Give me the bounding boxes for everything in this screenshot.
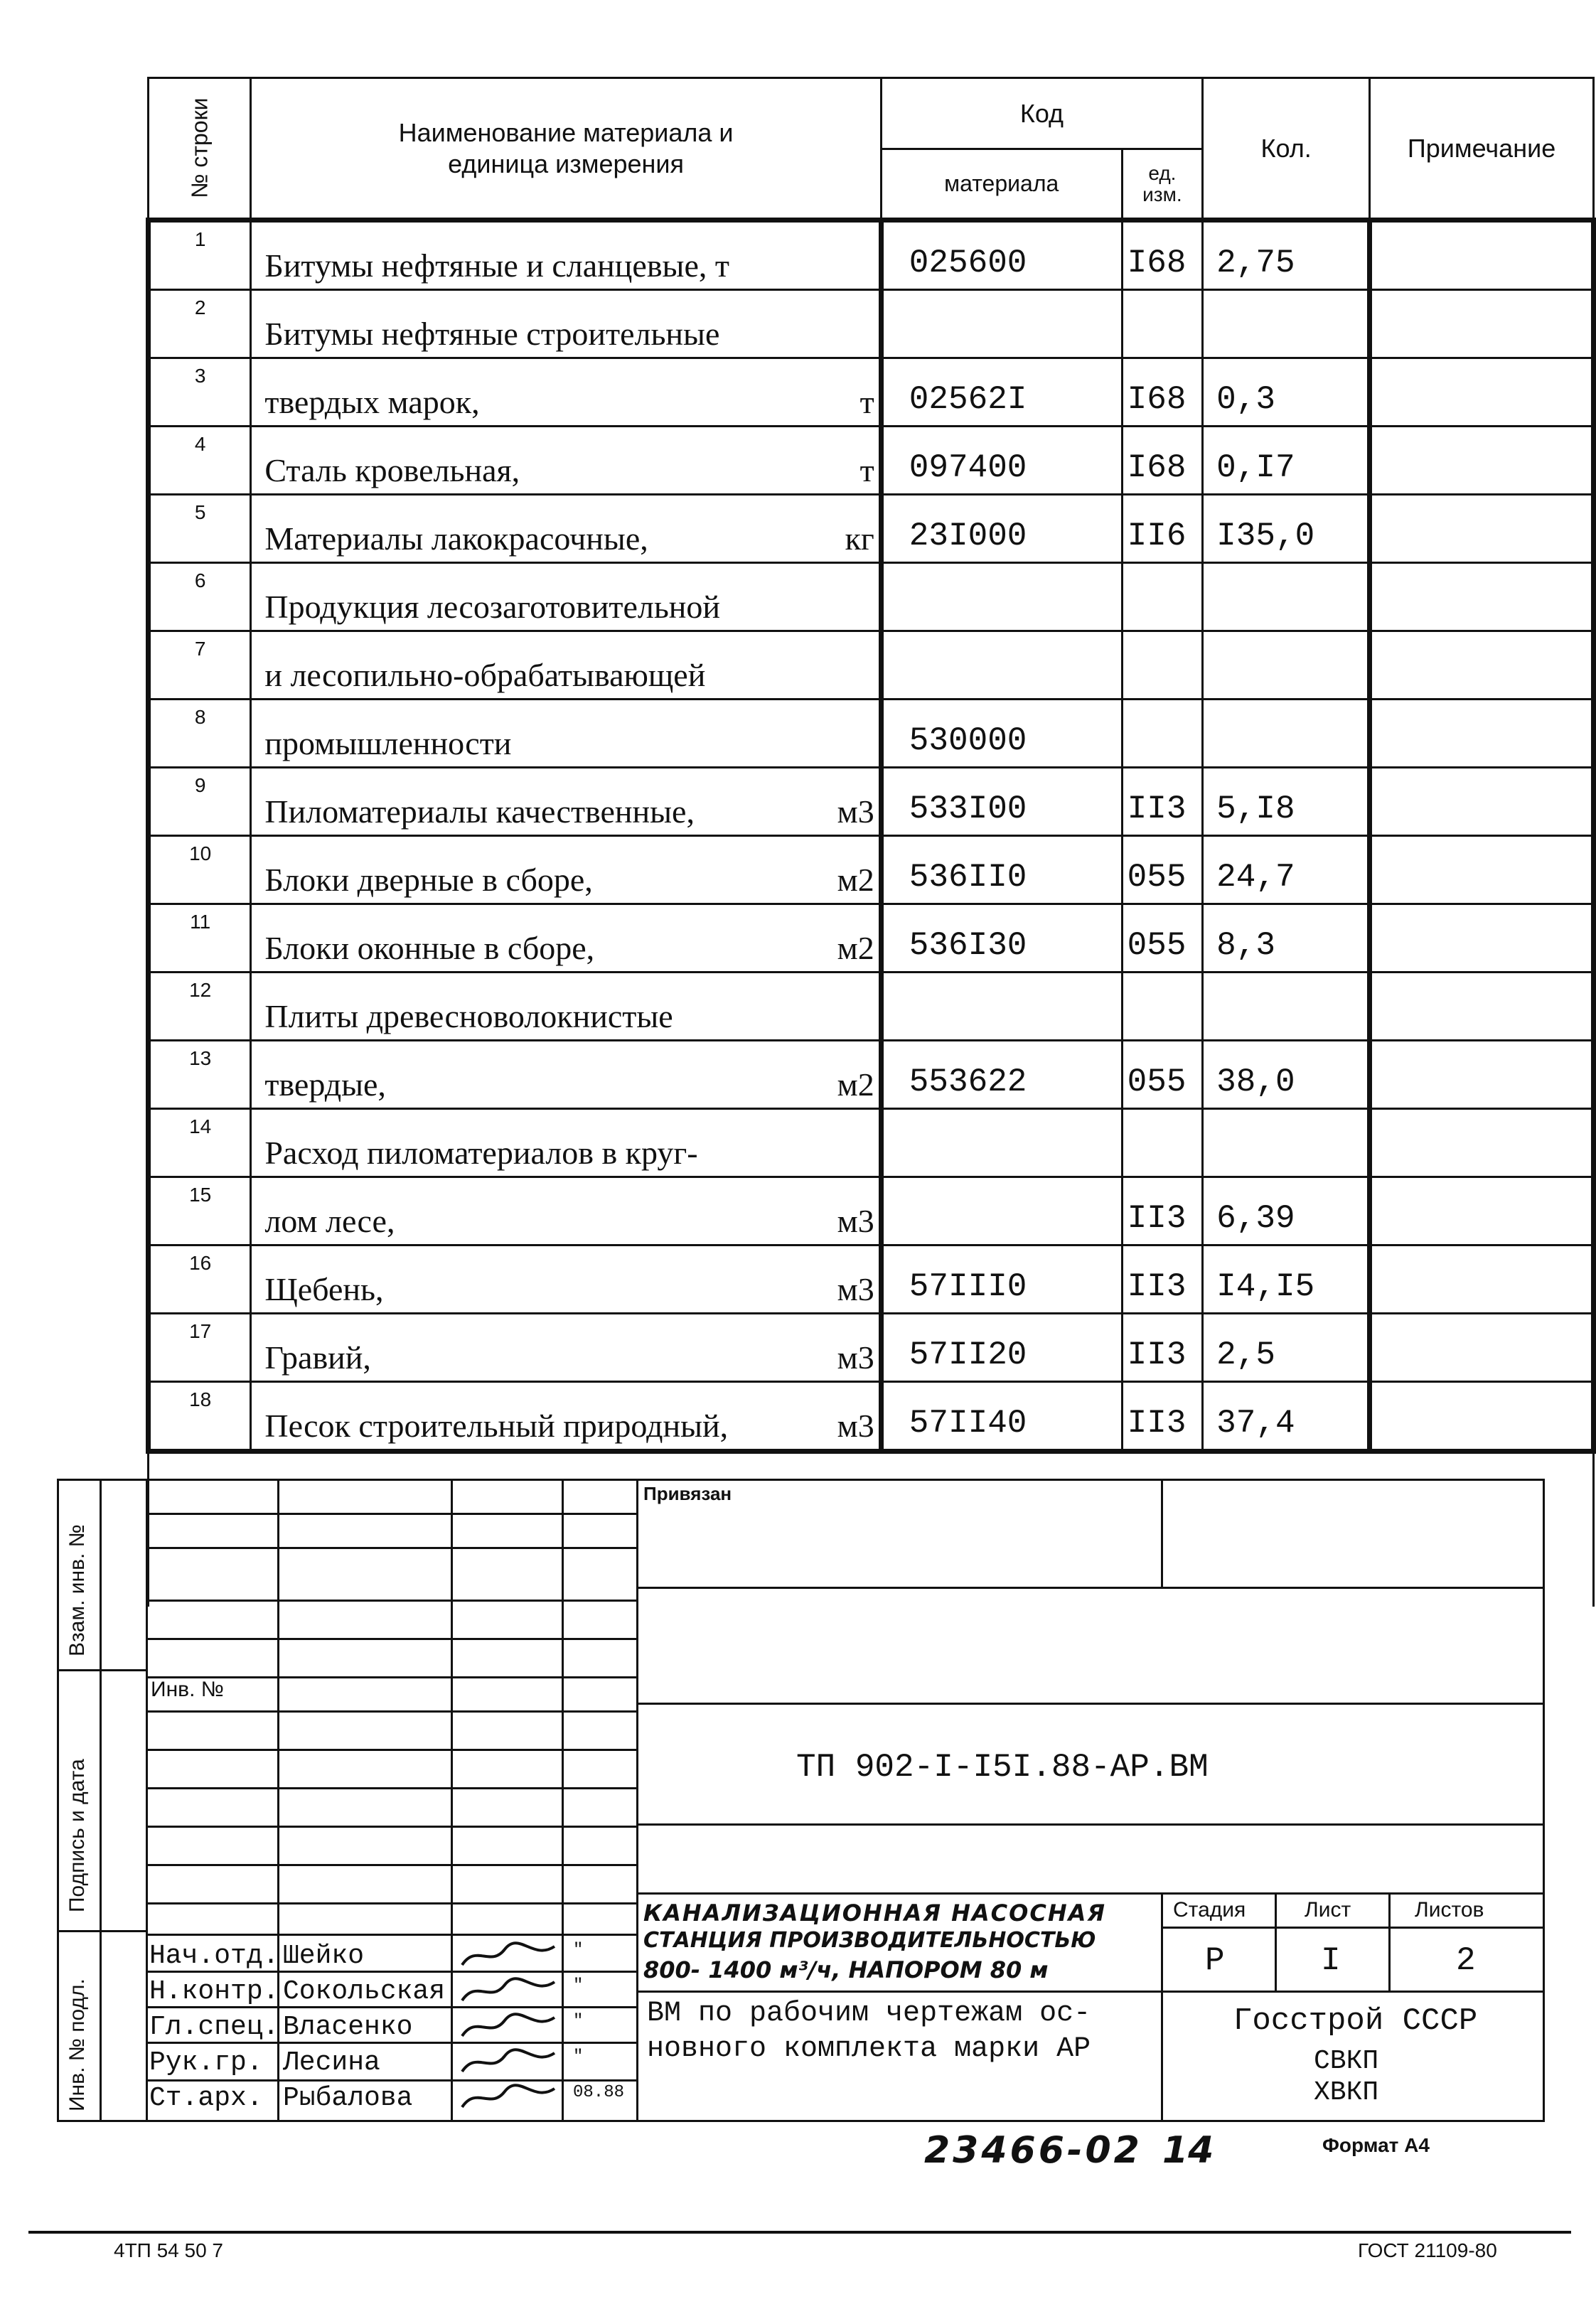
sheet-label: Лист xyxy=(1305,1898,1351,1922)
row-number: 8 xyxy=(149,700,251,768)
material-code xyxy=(881,973,1122,1041)
row-number: 5 xyxy=(149,495,251,563)
quantity: 24,7 xyxy=(1203,836,1370,904)
note xyxy=(1370,904,1594,973)
project-title-line1: КАНАЛИЗАЦИОННАЯ НАСОСНАЯ xyxy=(643,1900,1107,1927)
table-row xyxy=(149,904,1594,973)
unit-code: I68 xyxy=(1122,220,1203,290)
note xyxy=(1370,495,1594,563)
row-number: 17 xyxy=(149,1314,251,1382)
material-code xyxy=(881,631,1122,700)
note xyxy=(1370,358,1594,427)
unit-code: II6 xyxy=(1122,495,1203,563)
material-code xyxy=(881,1177,1122,1245)
signature-mark xyxy=(455,2010,562,2043)
row-number: 2 xyxy=(149,290,251,358)
unit-code xyxy=(1122,1109,1203,1177)
material-name-text: Гравий, xyxy=(264,1339,371,1376)
table-row xyxy=(149,973,1594,1041)
table-row xyxy=(149,836,1594,904)
quantity xyxy=(1203,631,1370,700)
material-name xyxy=(251,631,881,700)
row-number: 6 xyxy=(149,563,251,631)
quantity: 5,I8 xyxy=(1203,768,1370,836)
material-name-text: и лесопильно-обрабатывающей xyxy=(264,657,706,693)
note xyxy=(1370,973,1594,1041)
material-name xyxy=(251,1041,881,1109)
header-unit-code: ед. изм. xyxy=(1122,149,1203,220)
material-unit: м2 xyxy=(837,862,874,898)
sheet-title-line1: ВМ по рабочим чертежам ос- xyxy=(647,1998,1091,2030)
material-unit: т xyxy=(859,384,874,420)
header-row-no: № строки xyxy=(149,78,251,220)
material-unit: м3 xyxy=(837,1203,874,1239)
row-number: 3 xyxy=(149,358,251,427)
material-name xyxy=(251,973,881,1041)
page-number: 14 xyxy=(1162,2129,1214,2172)
note xyxy=(1370,836,1594,904)
table-row xyxy=(149,1177,1594,1245)
material-code: 533I00 xyxy=(881,768,1122,836)
material-code: 530000 xyxy=(881,700,1122,768)
signature-mark xyxy=(455,2082,562,2114)
table-row xyxy=(149,1109,1594,1177)
unit-code: II3 xyxy=(1122,1314,1203,1382)
sheet-title-line2: новного комплекта марки АР xyxy=(647,2033,1091,2065)
note xyxy=(1370,290,1594,358)
material-name-text: Сталь кровельная, xyxy=(264,452,520,488)
unit-code xyxy=(1122,700,1203,768)
signature-mark xyxy=(455,1939,562,1972)
table-row xyxy=(149,358,1594,427)
material-code xyxy=(881,290,1122,358)
row-number: 1 xyxy=(149,220,251,290)
row-number: 11 xyxy=(149,904,251,973)
material-code: 097400 xyxy=(881,427,1122,495)
doc-code: ТП 902-I-I5I.88-АР.ВМ xyxy=(796,1749,1209,1786)
side-label-sign-date: Подпись и дата xyxy=(65,1759,89,1912)
material-name xyxy=(251,1382,881,1452)
row-number: 18 xyxy=(149,1382,251,1452)
unit-code: II3 xyxy=(1122,1245,1203,1314)
note xyxy=(1370,1245,1594,1314)
material-name xyxy=(251,1245,881,1314)
stage-label: Стадия xyxy=(1173,1898,1246,1922)
specification-body xyxy=(149,220,1594,1452)
material-code xyxy=(881,1109,1122,1177)
sheet-value: I xyxy=(1321,1942,1341,1979)
table-row xyxy=(149,220,1594,290)
row-number: 14 xyxy=(149,1109,251,1177)
material-name-text: промышленности xyxy=(264,725,512,761)
note xyxy=(1370,563,1594,631)
material-code: 23I000 xyxy=(881,495,1122,563)
quantity: 2,75 xyxy=(1203,220,1370,290)
row-number: 10 xyxy=(149,836,251,904)
sheets-label: Листов xyxy=(1415,1898,1484,1922)
quantity: I35,0 xyxy=(1203,495,1370,563)
table-row xyxy=(149,1245,1594,1314)
note xyxy=(1370,700,1594,768)
material-code: 57III0 xyxy=(881,1245,1122,1314)
org-line3: ХВКП xyxy=(1314,2077,1379,2108)
row-number: 7 xyxy=(149,631,251,700)
note xyxy=(1370,220,1594,290)
project-title-line3: 800- 1400 м³/ч, НАПОРОМ 80 м xyxy=(643,1956,1049,1983)
org-line1: Госстрой СССР xyxy=(1233,2003,1478,2039)
project-title-line2: СТАНЦИЯ ПРОИЗВОДИТЕЛЬНОСТЬЮ xyxy=(643,1928,1096,1953)
unit-code: 055 xyxy=(1122,836,1203,904)
signer-role: Гл.спец. xyxy=(149,2012,279,2042)
material-name-text: твердых марок, xyxy=(264,384,480,420)
unit-code: I68 xyxy=(1122,427,1203,495)
material-unit: м3 xyxy=(837,793,874,830)
table-row xyxy=(149,631,1594,700)
material-name-text: Материалы лакокрасочные, xyxy=(264,520,648,557)
unit-code: 055 xyxy=(1122,1041,1203,1109)
material-unit: м3 xyxy=(837,1339,874,1376)
material-name xyxy=(251,1314,881,1382)
signature-mark xyxy=(455,1975,562,2008)
table-row xyxy=(149,1314,1594,1382)
signer-name: Лесина xyxy=(283,2047,380,2078)
org-line2: СВКП xyxy=(1314,2046,1379,2077)
unit-code xyxy=(1122,973,1203,1041)
unit-code xyxy=(1122,631,1203,700)
material-name xyxy=(251,1109,881,1177)
unit-code: I68 xyxy=(1122,358,1203,427)
side-label-inv-orig: Инв. № подл. xyxy=(65,1978,89,2111)
quantity: 6,39 xyxy=(1203,1177,1370,1245)
note xyxy=(1370,1382,1594,1452)
quantity: I4,I5 xyxy=(1203,1245,1370,1314)
quantity xyxy=(1203,973,1370,1041)
material-name xyxy=(251,358,881,427)
table-row xyxy=(149,495,1594,563)
signer-date: " xyxy=(573,2047,584,2067)
row-number: 13 xyxy=(149,1041,251,1109)
material-name-text: Битумы нефтяные и сланцевые, т xyxy=(264,247,729,284)
note xyxy=(1370,768,1594,836)
header-note: Примечание xyxy=(1370,78,1594,220)
signer-name: Рыбалова xyxy=(283,2083,413,2114)
format-label: Формат А4 xyxy=(1322,2134,1430,2156)
unit-code: II3 xyxy=(1122,768,1203,836)
header-name: Наименование материала и единица измерения xyxy=(251,78,881,220)
material-name xyxy=(251,700,881,768)
footer-left-code: 4ТП 54 50 7 xyxy=(114,2239,223,2261)
signer-role: Рук.гр. xyxy=(149,2047,263,2078)
material-name-text: Блоки оконные в сборе, xyxy=(264,930,595,966)
table-row xyxy=(149,768,1594,836)
note xyxy=(1370,427,1594,495)
table-row xyxy=(149,290,1594,358)
quantity: 2,5 xyxy=(1203,1314,1370,1382)
quantity: 37,4 xyxy=(1203,1382,1370,1452)
note xyxy=(1370,1041,1594,1109)
material-name xyxy=(251,904,881,973)
table-row xyxy=(149,1041,1594,1109)
material-name-text: Продукция лесозаготовительной xyxy=(264,589,721,625)
signer-name: Шейко xyxy=(283,1941,365,1971)
quantity: 0,3 xyxy=(1203,358,1370,427)
material-unit: м3 xyxy=(837,1271,874,1307)
row-number: 9 xyxy=(149,768,251,836)
inv-no-label: Инв. № xyxy=(151,1678,224,1701)
material-name-text: Плиты древесноволокнистые xyxy=(264,998,673,1034)
material-name-text: Пиломатериалы качественные, xyxy=(264,793,695,830)
material-name-text: Щебень, xyxy=(264,1271,384,1307)
row-number: 15 xyxy=(149,1177,251,1245)
side-label-replace-inv: Взам. инв. № xyxy=(65,1524,89,1656)
material-code: 57II20 xyxy=(881,1314,1122,1382)
material-name-text: твердые, xyxy=(264,1066,386,1103)
material-unit: т xyxy=(859,452,874,488)
footer-gost: ГОСТ 21109-80 xyxy=(1358,2239,1497,2261)
archive-stamp: 23466-02 xyxy=(924,2129,1142,2172)
material-name xyxy=(251,427,881,495)
material-name-text: лом лесе, xyxy=(264,1203,395,1239)
material-unit: м2 xyxy=(837,930,874,966)
header-material-code: материала xyxy=(881,149,1122,220)
signer-name: Власенко xyxy=(283,2012,413,2042)
material-unit: м3 xyxy=(837,1408,874,1444)
note xyxy=(1370,1109,1594,1177)
unit-code: 055 xyxy=(1122,904,1203,973)
privyazan-label: Привязан xyxy=(643,1483,732,1504)
signer-date: " xyxy=(573,2012,584,2031)
row-number: 16 xyxy=(149,1245,251,1314)
material-name xyxy=(251,495,881,563)
quantity xyxy=(1203,290,1370,358)
signer-name: Сокольская xyxy=(283,1976,446,2007)
header-qty: Кол. xyxy=(1203,78,1370,220)
unit-code xyxy=(1122,563,1203,631)
quantity xyxy=(1203,700,1370,768)
sheets-value: 2 xyxy=(1456,1942,1476,1979)
material-code: 57II40 xyxy=(881,1382,1122,1452)
signer-role: Ст.арх. xyxy=(149,2083,263,2114)
material-name xyxy=(251,836,881,904)
material-name xyxy=(251,768,881,836)
quantity xyxy=(1203,563,1370,631)
material-name-text: Блоки дверные в сборе, xyxy=(264,862,593,898)
material-name xyxy=(251,563,881,631)
table-row xyxy=(149,427,1594,495)
quantity: 0,I7 xyxy=(1203,427,1370,495)
quantity xyxy=(1203,1109,1370,1177)
unit-code xyxy=(1122,290,1203,358)
material-unit: м2 xyxy=(837,1066,874,1103)
note xyxy=(1370,631,1594,700)
note xyxy=(1370,1314,1594,1382)
signer-date: " xyxy=(573,1976,584,1995)
signer-role: Н.контр. xyxy=(149,1976,279,2007)
material-unit: кг xyxy=(845,520,874,557)
material-code: 536II0 xyxy=(881,836,1122,904)
signer-role: Нач.отд. xyxy=(149,1941,279,1971)
material-name xyxy=(251,220,881,290)
specification-table xyxy=(146,77,1596,1607)
material-name-text: Расход пиломатериалов в круг- xyxy=(264,1135,698,1171)
material-code xyxy=(881,563,1122,631)
quantity: 8,3 xyxy=(1203,904,1370,973)
quantity: 38,0 xyxy=(1203,1041,1370,1109)
row-number: 12 xyxy=(149,973,251,1041)
table-row xyxy=(149,1382,1594,1452)
header-code: Код xyxy=(881,78,1202,149)
material-code: 553622 xyxy=(881,1041,1122,1109)
material-code: 536I30 xyxy=(881,904,1122,973)
stage-value: Р xyxy=(1205,1942,1225,1979)
row-number: 4 xyxy=(149,427,251,495)
material-code: 025600 xyxy=(881,220,1122,290)
material-name-text: Песок строительный природный, xyxy=(264,1408,729,1444)
material-code: 02562I xyxy=(881,358,1122,427)
material-name-text: Битумы нефтяные строительные xyxy=(264,316,720,352)
signer-date: 08.88 xyxy=(573,2083,625,2102)
material-name xyxy=(251,1177,881,1245)
table-row xyxy=(149,563,1594,631)
note xyxy=(1370,1177,1594,1245)
signature-mark xyxy=(455,2046,562,2079)
material-name xyxy=(251,290,881,358)
table-row xyxy=(149,700,1594,768)
signer-date: " xyxy=(573,1941,584,1960)
unit-code: II3 xyxy=(1122,1382,1203,1452)
unit-code: II3 xyxy=(1122,1177,1203,1245)
